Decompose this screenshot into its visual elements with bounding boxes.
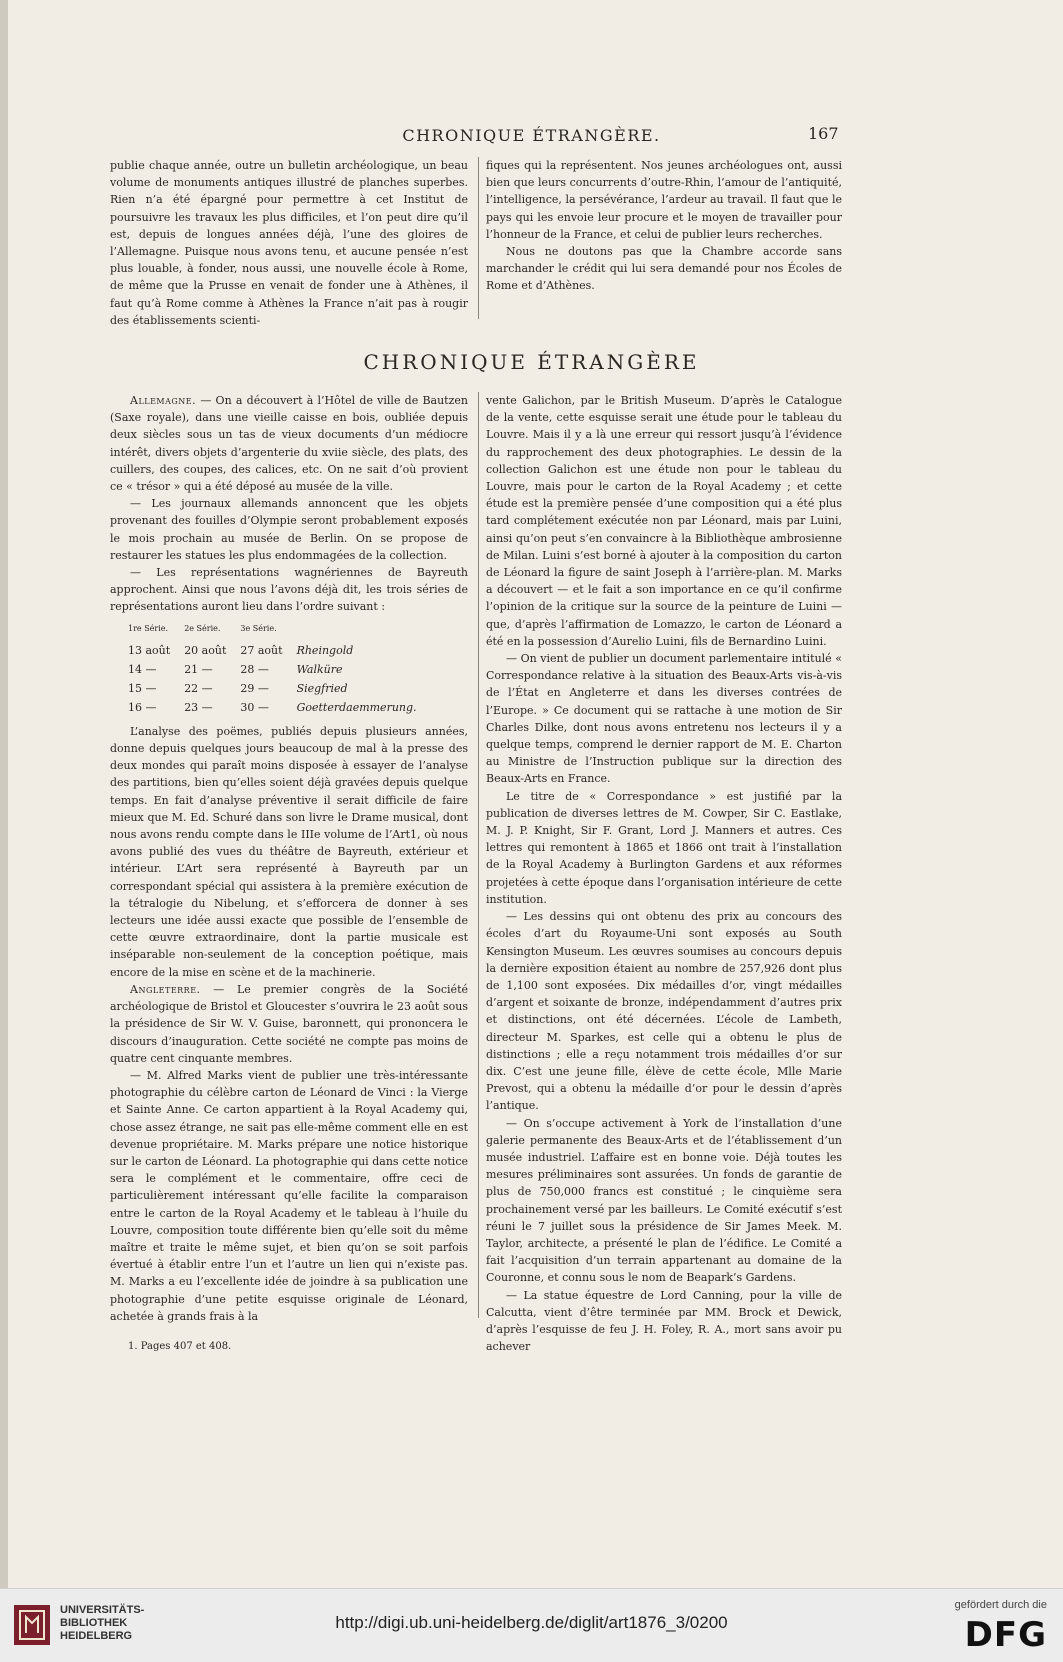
table-cell-opera: Goetterdaemmerung. — [296, 700, 417, 714]
dfg-logo: DFG — [964, 1615, 1047, 1655]
table-cell: 16 — — [128, 700, 157, 714]
table-header-row — [128, 620, 431, 641]
table-header: 1re Série. — [128, 623, 169, 633]
running-title: CHRONIQUE ÉTRANGÈRE. — [402, 126, 661, 145]
angleterre-label: Angleterre. — [130, 982, 201, 996]
table-cell: 21 — — [184, 662, 213, 676]
correspondance-paragraph: Le titre de « Correspondance » est justifié par la publication de diverses lettres de M. Cowper, Sir C. Eastlake, M. J. P. Knight, Sir F. Grant, Lord J. Manners et autres. Ces lettres qui remontent à 1865 et 1866 ont trait à l’installation de la Royal Academy à Burlington Gardens et aux réformes projetées à cette époque dans l’organisation intérieure de cette institution. — [486, 789, 842, 906]
library-name-line: BIBLIOTHEK — [60, 1617, 128, 1629]
viewer-footer — [0, 1588, 1063, 1662]
table-cell: 30 — — [240, 700, 269, 714]
allemagne-paragraph — [110, 392, 468, 495]
table-row — [128, 698, 431, 717]
binding-edge — [0, 0, 8, 1588]
table-header — [297, 620, 431, 641]
angleterre-text: — Le premier congrès de la Société archéologique de Bristol et Gloucester s’ouvrira le 23 août sous la présidence de Sir W. V. Guise, baronnett, qui prononcera le discours d’inauguration. Cette société ne compte pas moins de quatre cent cinquante membres. — [110, 982, 468, 1065]
table-row — [128, 641, 431, 660]
top-left-paragraph: publie chaque année, outre un bulletin archéologique, un beau volume de monuments antiques illustré de planches superbes. Rien n’a été épargné pour permettre à cet Institut de poursuivre les travaux les plus difficiles, et l’on peut dire qu’il est, depuis de longues années déjà, l’une des gloires de l’Allemagne. Puisque nous avons tenu, et aucune pensée n’est plus louable, à fonder, nous aussi, une nouvelle école à Rome, de même que la Prusse en venait de fonder une à Athènes, il faut qu’à Rome comme à Athènes la France n’ait pas à rougir des établissements scienti- — [110, 159, 468, 327]
bayreuth-paragraph: — Les représentations wagnériennes de Bayreuth approchent. Ainsi que nous l’avons déjà dit, les trois séries de représentations auront lieu dans l’ordre suivant : — [110, 566, 468, 614]
table-cell: 23 — — [184, 700, 213, 714]
page-number: 167 — [808, 124, 839, 143]
canning-paragraph: — La statue équestre de Lord Canning, pour la ville de Calcutta, vient d’être terminée par MM. Brock et Dewick, d’après l’esquisse de feu J. H. Foley, R. A., mort sans avoir pu achever — [486, 1288, 842, 1354]
top-right-paragraph-2: Nous ne doutons pas que la Chambre accorde sans marchander le crédit qui lui sera demandé pour nos Écoles de Rome et d’Athènes. — [486, 245, 842, 293]
column-divider-main — [478, 392, 479, 1318]
table-cell: 22 — — [184, 681, 213, 695]
library-name-line: UNIVERSITÄTS- — [60, 1604, 145, 1616]
column-divider-top — [478, 157, 479, 319]
library-name-line: HEIDELBERG — [60, 1630, 133, 1642]
analyse-paragraph: L’analyse des poëmes, publiés depuis plusieurs années, donne depuis quelques jours beaucoup de mal à la presse des deux mondes qui paraît moins disposée à essayer de l’analyse des partitions, bien qu’elles soient déjà gravées depuis quelque temps. En fait d’analyse préventive il serait difficile de faire mieux que M. Ed. Schuré dans son livre le Drame musical, dont nous avons rendu compte dans le IIIe volume de l’Art1, où nous avons publié des vues du théâtre de Bayreuth, extérieur et intérieur. L’Art sera représenté à Bayreuth par un correspondant spécial qui assistera à la première exécution de la tétralogie du Nibelung, et s’efforcera de donner à ses lecteurs une idée aussi exacte que possible de l’ensemble de cette œuvre extraordinaire, dont la partie musicale est inséparable non-seulement de la conception poétique, mais encore de la mise en scène et de la machinerie. — [110, 724, 468, 979]
document-paragraph: — On vient de publier un document parlementaire intitulé « Correspondance relative à la situation des Beaux-Arts vis-à-vis de l’État en Angleterre et dans les diverses contrées de l’Europe. » Ce document qui se rattache à une motion de Sir Charles Dilke, dont nous avons entretenu nos lecteurs il y a quelque temps, comprend le dernier rapport de M. E. Charton au Ministre de l’Instruction publique sur la direction des Beaux-Arts en France. — [486, 652, 842, 786]
table-cell: 28 — — [240, 662, 269, 676]
table-header: 3e Série. — [240, 623, 277, 633]
marks-paragraph: — M. Alfred Marks vient de publier une très-intéressante photographie du célèbre carton de Léonard de Vinci : la Vierge et Sainte Anne. Ce carton appartient à la Royal Academy qui, chose assez étrange, ne sait pas elle-même comment elle en est devenue propriétaire. M. Marks prépare une notice historique sur le carton de Léonard. La photographie qui dans cette notice sera le complément et le commentaire, offre ceci de particulièrement intéressant qu’elle facilite la comparaison entre le carton de la Royal Academy et le tableau à l’huile du Louvre, composition toute différente bien qu’elle soit du même maître et traite le même sujet, et bien qu’on se soit parfois évertué à établir entre l’un et l’autre un lien qui n’existe pas. M. Marks a eu l’excellente idée de joindre à sa publication une photographie d’une petite esquisse originale de Léonard, achetée à grands frais à la — [110, 1068, 468, 1323]
table-header: 2e Série. — [184, 623, 221, 633]
allemagne-label: Allemagne. — [130, 394, 197, 407]
table-cell: 29 — — [240, 681, 269, 695]
footnote: 1. Pages 407 et 408. — [128, 1341, 232, 1352]
table-cell: 13 août — [128, 643, 171, 657]
galichon-paragraph: vente Galichon, par le British Museum. D’après le Catalogue de la vente, cette esquisse serait une étude pour le tableau du Louvre. Mais il y a là une erreur qui ressort jusqu’à l’évidence du rapprochement des deux photographies. Le dessin de la collection Galichon est une étude non pour le tableau du Louvre, mais pour le carton de la Royal Academy ; et cette étude est la première pensée d’une composition qui a été plus tard complétement exécutée non par Léonard, mais par Luini, ainsi qu’on peut s’en convaincre à la Bibliothèque ambrosienne de Milan. Luini s’est borné à ajouter à la composition du carton de Léonard la figure de saint Joseph à l’arrière-plan. M. Marks a découvert — et le fait a son importance en ce qu’il confirme l’opinion de la critique sur la source de la peinture de Luini — que, d’après l’affirmation de Lomazzo, le carton de Léonard a été en la possession d’Aurelio Luini, fils de Bernardino Luini. — [486, 394, 842, 648]
table-cell: 27 août — [240, 643, 283, 657]
table-cell: 20 août — [184, 643, 227, 657]
dessins-paragraph: — Les dessins qui ont obtenu des prix au concours des écoles d’art du Royaume-Uni sont exposés au South Kensington Museum. Les œuvres soumises au concours depuis la dernière exposition étaient au nombre de 257,926 dont plus de 1,100 sont exposées. Dix médailles d’or, vingt médailles d’argent et soixante de bronze, indépendamment d’autres prix et distinctions, ont été décernées. L’école de Lambeth, directeur M. Sparkes, est celle qui a obtenu le plus de distinctions ; elle a reçu notamment trois médailles d’or sur dix. C’est une jeune fille, élève de cette école, Mlle Marie Prevost, qui a obtenu la médaille d’or pour le dessin d’après l’antique. — [486, 910, 842, 1113]
angleterre-paragraph — [110, 981, 468, 1067]
sponsor-label: gefördert durch die — [954, 1599, 1047, 1611]
allemagne-text: — On a découvert à l’Hôtel de ville de Bautzen (Saxe royale), dans une vieille caisse en bois, oubliée depuis deux siècles sous un tas de vieux documents d’un médiocre intérêt, divers objets d’argenterie du xviie siècle, des plats, des cuillers, des coupes, des calices, etc. On ne sait d’où provient ce « trésor » qui a été déposé au musée de la ville. — [110, 394, 468, 494]
right-column — [486, 392, 842, 1355]
table-row — [128, 660, 431, 679]
left-column — [110, 392, 468, 1325]
top-left-column — [110, 157, 468, 329]
section-title: CHRONIQUE ÉTRANGÈRE — [363, 350, 700, 374]
table-cell: 14 — — [128, 662, 157, 676]
bayreuth-series-table — [128, 620, 431, 717]
table-cell: 15 — — [128, 681, 157, 695]
table-row — [128, 679, 431, 698]
top-right-column — [486, 157, 842, 295]
top-right-paragraph-1: fiques qui la représentent. Nos jeunes archéologues ont, aussi bien que leurs concurrents d’outre-Rhin, l’amour de l’antiquité, l’intelligence, la persévérance, l’ardeur au travail. Il faut que le pays qui les envoie leur procure et le moyen de travailler pour l’honneur de la France, et celui de publier leurs recherches. — [486, 159, 842, 241]
digital-object-url[interactable]: http://digi.ub.uni-heidelberg.de/diglit/art1876_3/0200 — [335, 1613, 728, 1632]
york-paragraph: — On s’occupe activement à York de l’installation d’une galerie permanente des Beaux-Arts et de l’établissement d’un musée industriel. L’affaire est en bonne voie. Déjà toutes les mesures préliminaires sont assurées. Un fonds de garantie de plus de 750,000 francs est constitué ; le cinquième sera prochainement versé par les bailleurs. Le Comité exécutif s’est réuni le 7 juillet sous la présidence de Sir James Meek. M. Taylor, architecte, a présenté le plan de l’édifice. Le Comité a fait l’acquisition d’un terrain appartenant au domaine de la Couronne, et connu sous le nom de Beapark’s Gardens. — [486, 1116, 842, 1285]
table-cell-opera: Siegfried — [296, 681, 348, 695]
table-cell-opera: Rheingold — [296, 643, 354, 657]
olympie-paragraph: — Les journaux allemands annoncent que les objets provenant des fouilles d’Olympie seront probablement exposés le mois prochain au musée de Berlin. On se propose de restaurer les statues les plus endommagées de la collection. — [110, 497, 468, 562]
table-cell-opera: Walküre — [296, 662, 343, 676]
